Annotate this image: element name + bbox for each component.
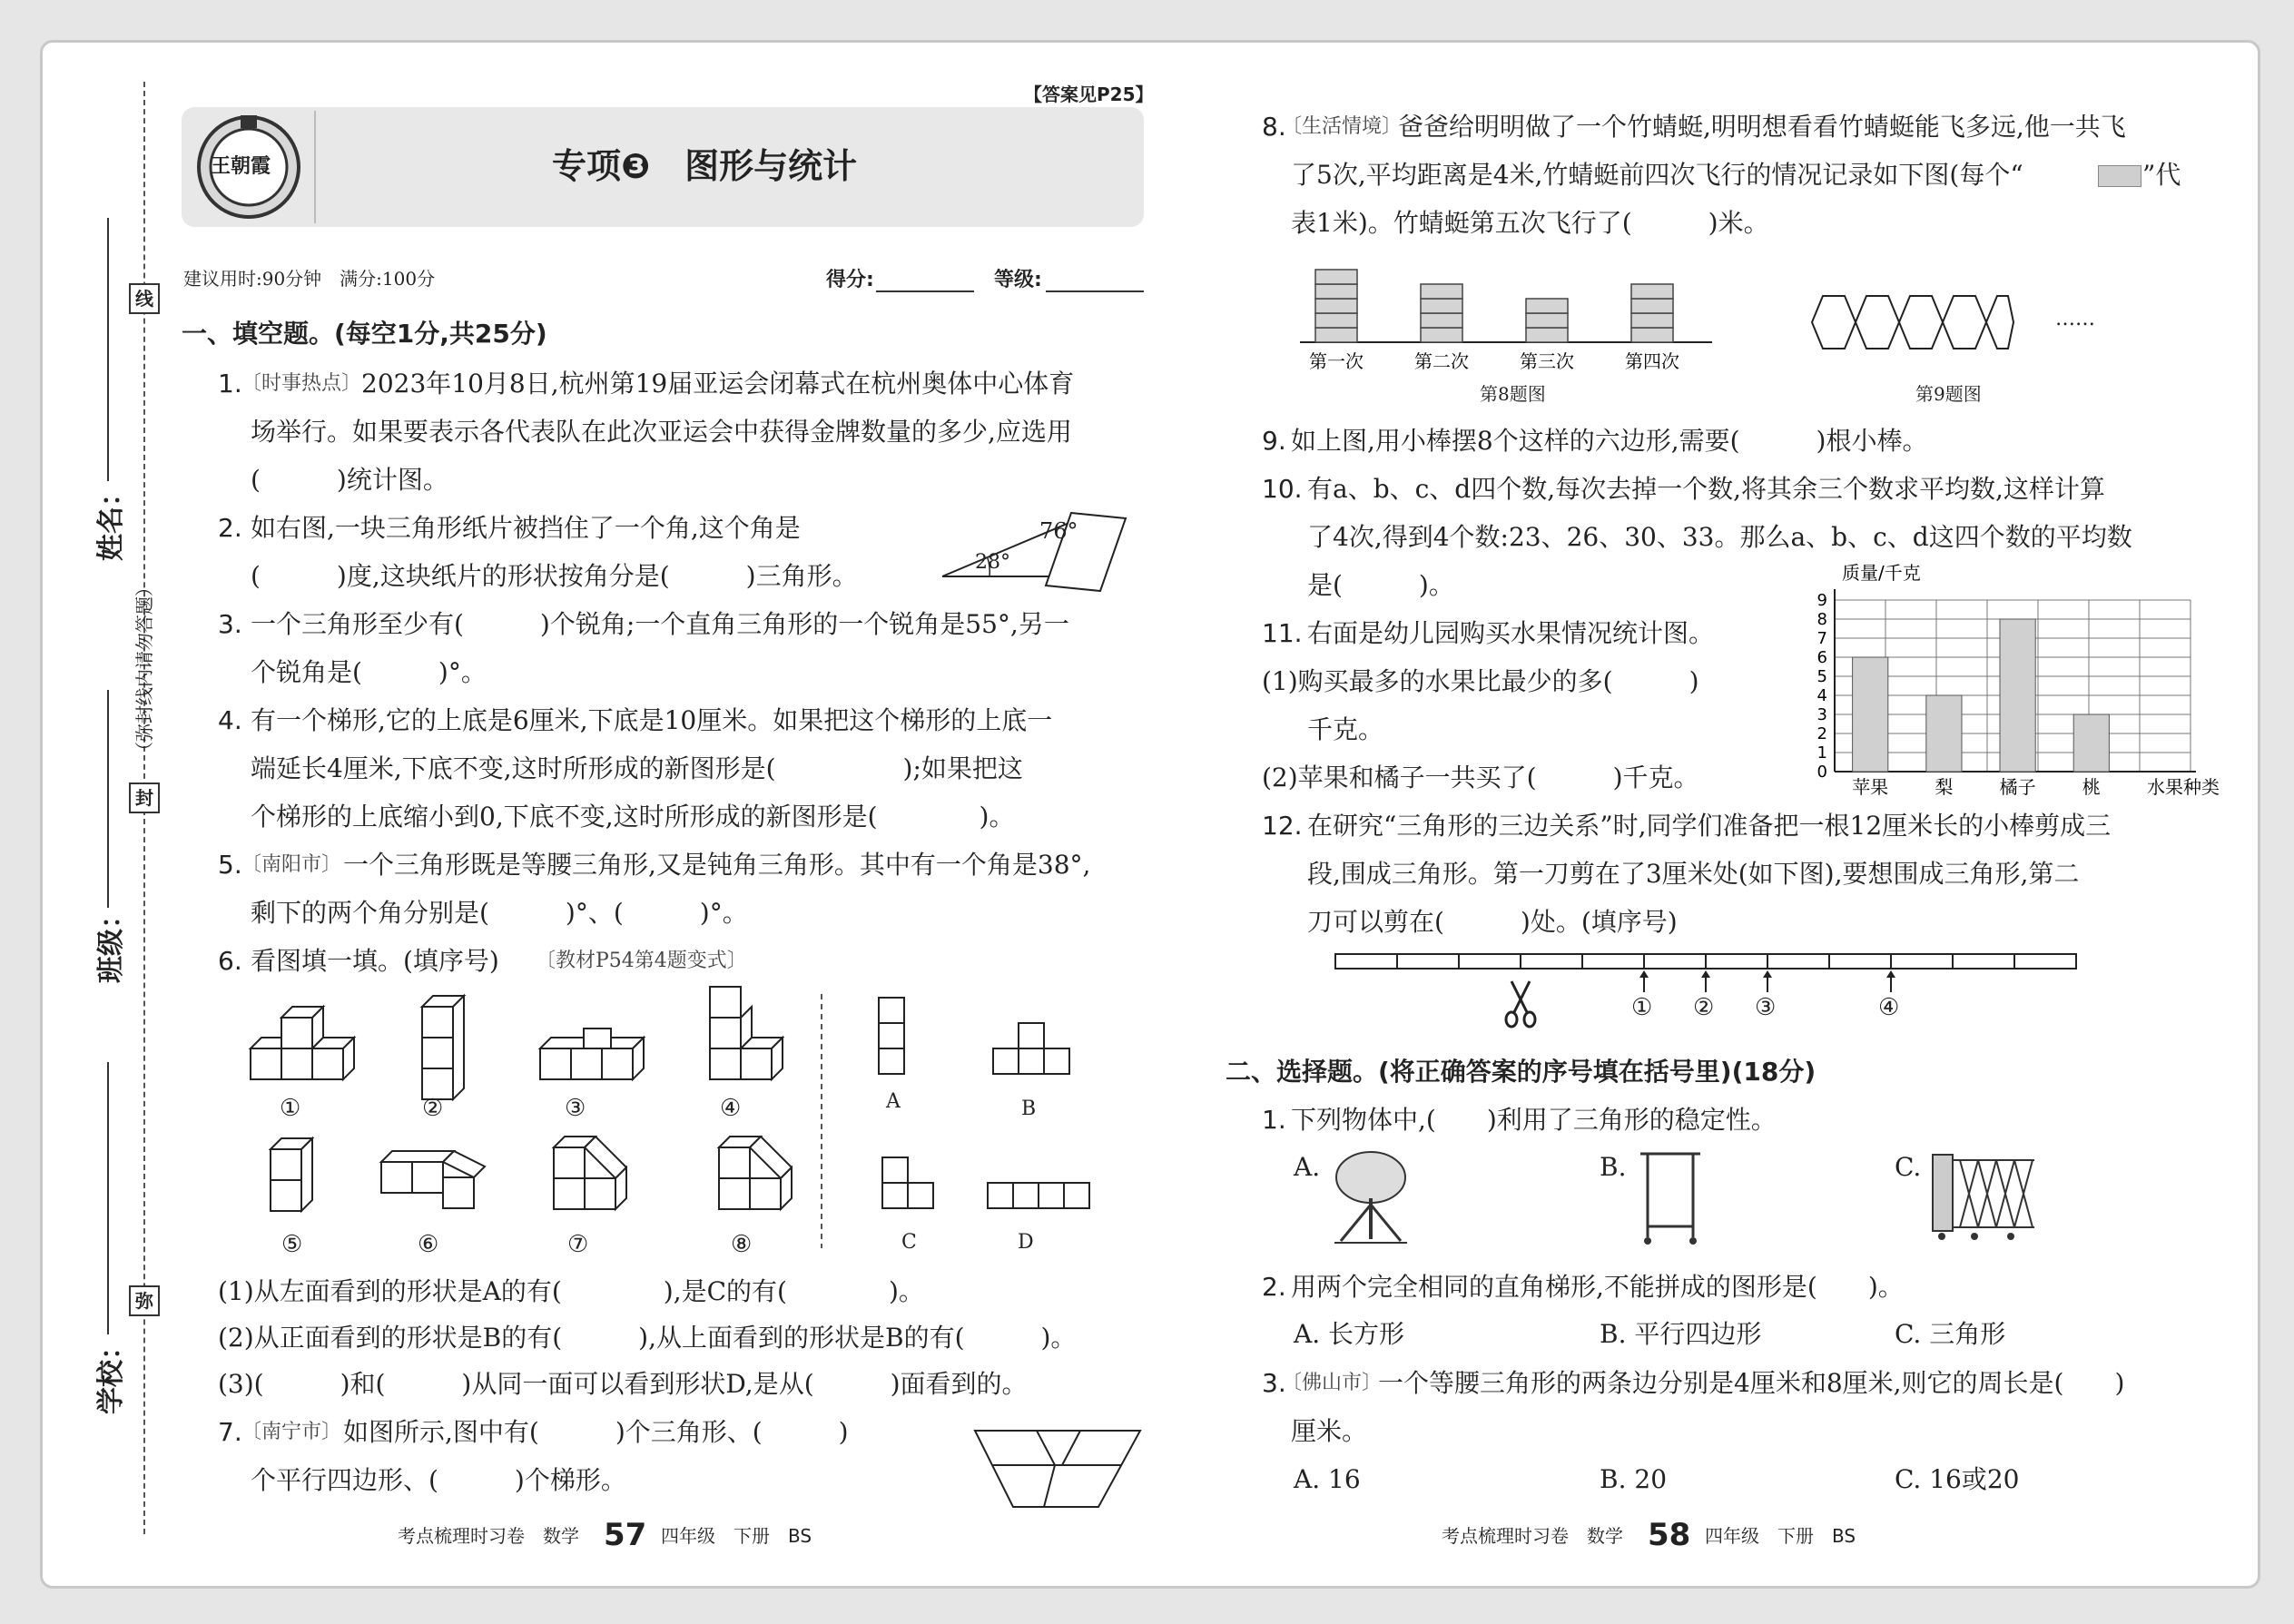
q6-label-4: ④ <box>720 1095 742 1122</box>
scissors-icon <box>1506 981 1535 1027</box>
q11-number: 11. <box>1262 618 1303 648</box>
q9-line1: 如上图,用小棒摆8个这样的六边形,需要( )根小棒。 <box>1291 426 1928 456</box>
q4-line3: 个梯形的上底缩小到0,下底不变,这时所形成的新图形是( )。 <box>251 802 1015 832</box>
q8-line1: 爸爸给明明做了一个竹蜻蜓,明明想看看竹蜻蜓能飞多远,他一共飞 <box>1398 112 2126 142</box>
binding-mark-seal: 封 <box>129 782 160 813</box>
fruit-chart-ytick: 9 <box>1816 591 1827 610</box>
footer-right-prefix: 考点梳理时习卷 数学 <box>1442 1525 1623 1547</box>
q6-label-2: ② <box>422 1095 444 1122</box>
fruit-chart-ytick: 2 <box>1816 724 1827 743</box>
fruit-chart-ytick: 0 <box>1816 763 1827 782</box>
q2-number: 2. <box>218 513 242 543</box>
c2-option-b: B. 平行四边形 <box>1600 1319 1762 1349</box>
q8-block <box>1631 328 1673 342</box>
fruit-chart-ytick: 1 <box>1816 743 1827 763</box>
q8-block <box>1526 328 1568 342</box>
tree-support-icon <box>1330 1148 1412 1248</box>
c3-tag: 〔佛山市〕 <box>1282 1372 1383 1394</box>
q6-number: 6. <box>218 946 242 976</box>
q6-sub3: (3)( )和( )从同一面可以看到形状D,是从( )面看到的。 <box>218 1369 1028 1399</box>
q8-block <box>1526 313 1568 328</box>
q12-number: 12. <box>1262 811 1303 841</box>
q5-number: 5. <box>218 850 242 880</box>
q10-line3: 是( )。 <box>1307 570 1454 600</box>
q6-label-1: ① <box>280 1095 301 1122</box>
q9-caption: 第9题图 <box>1915 383 1982 405</box>
q8-block <box>1421 313 1462 328</box>
q6-label-5: ⑤ <box>281 1231 303 1258</box>
q3-line1: 一个三角形至少有( )个锐角;一个直角三角形的一个锐角是55°,另一 <box>251 609 1069 639</box>
page-title: 专项❸ 图形与统计 <box>552 146 858 186</box>
q5-line1: 一个三角形既是等腰三角形,又是钝角三角形。其中有一个角是38°, <box>343 850 1091 880</box>
q6-label-7: ⑦ <box>567 1231 589 1258</box>
q1-number: 1. <box>218 369 242 399</box>
fruit-bar <box>1926 695 1962 772</box>
q8-block <box>1315 299 1357 313</box>
fruit-chart-ytick: 5 <box>1816 667 1827 686</box>
answer-ref: 【答案见P25】 <box>1024 84 1154 105</box>
q9-hexagon-figure <box>1807 290 2015 354</box>
q8-line3: 表1米)。竹蜻蜓第五次飞行了( )米。 <box>1291 208 1769 238</box>
c1-option-c: C. <box>1895 1152 1922 1182</box>
school-field[interactable] <box>107 1062 109 1334</box>
q8-bar-chart <box>1298 241 1716 377</box>
header-divider <box>314 111 316 223</box>
q8-block <box>1421 284 1462 299</box>
q3-line2: 个锐角是( )°。 <box>251 657 487 687</box>
q6-view-D: D <box>1018 1231 1034 1254</box>
name-label: 姓名： <box>95 479 127 561</box>
q1-line3: ( )统计图。 <box>251 465 448 495</box>
q10-number: 10. <box>1262 474 1303 504</box>
q8-tag: 〔生活情境〕 <box>1282 115 1403 138</box>
c1-option-b: B. <box>1600 1152 1627 1182</box>
q12-mark-3: ③ <box>1755 994 1777 1021</box>
fruit-chart-ytick: 4 <box>1816 686 1827 705</box>
fruit-chart-category: 苹果 <box>1852 776 1889 798</box>
q2-line2: ( )度,这块纸片的形状按角分是( )三角形。 <box>251 561 858 591</box>
fruit-bar <box>2073 714 2109 772</box>
q11-sub1a: (1)购买最多的水果比最少的多( ) <box>1262 666 1699 696</box>
fruit-chart-category: 橘子 <box>1999 776 2036 798</box>
c3-option-c: C. 16或20 <box>1895 1464 2020 1494</box>
q4-line1: 有一个梯形,它的上底是6厘米,下底是10厘米。如果把这个梯形的上底一 <box>251 705 1053 735</box>
q6-view-C: C <box>901 1231 917 1254</box>
q6-line1: 看图填一填。(填序号) <box>251 946 499 976</box>
q9-dots: …… <box>2055 308 2095 330</box>
q6-sub1: (1)从左面看到的形状是A的有( ),是C的有( )。 <box>218 1276 924 1306</box>
q4-line2: 端延长4厘米,下底不变,这时所形成的新图形是( );如果把这 <box>251 753 1023 783</box>
q3-number: 3. <box>218 609 242 639</box>
q12-line2: 段,围成三角形。第一刀剪在了3厘米处(如下图),要想围成三角形,第二 <box>1307 859 2080 889</box>
q8-block <box>1315 270 1357 284</box>
footer-left-suffix: 四年级 下册 BS <box>661 1525 812 1547</box>
school-label: 学校： <box>95 1333 127 1414</box>
c3-option-b: B. 20 <box>1600 1464 1668 1494</box>
c3-line1: 一个等腰三角形的两条边分别是4厘米和8厘米,则它的周长是( ) <box>1378 1368 2125 1398</box>
q8-bar-label: 第四次 <box>1625 350 1679 372</box>
folding-gate-icon <box>1929 1146 2038 1244</box>
c3-option-a: A. 16 <box>1294 1464 1361 1494</box>
section-2-title: 二、选择题。(将正确答案的序号填在括号里)(18分) <box>1226 1057 1816 1087</box>
grade-label: 等级: <box>994 269 1042 291</box>
q7-number: 7. <box>218 1417 242 1447</box>
q11-sub1b: 千克。 <box>1307 714 1384 744</box>
q1-tag: 〔时事热点〕 <box>241 372 362 395</box>
q2-triangle-figure <box>935 504 1135 595</box>
q1-line1: 2023年10月8日,杭州第19届亚运会闭幕式在杭州奥体中心体育 <box>361 369 1075 399</box>
q2-line1: 如右图,一块三角形纸片被挡住了一个角,这个角是 <box>251 513 801 543</box>
q8-block <box>1315 313 1357 328</box>
q5-tag: 〔南阳市〕 <box>241 853 342 876</box>
q11-line1: 右面是幼儿园购买水果情况统计图。 <box>1307 618 1715 648</box>
score-field[interactable] <box>876 290 974 292</box>
q5-line2: 剩下的两个角分别是( )°、( )°。 <box>251 898 748 928</box>
binding-mark-line: 线 <box>129 283 160 314</box>
q8-line2b: ”代 <box>2142 160 2181 190</box>
fruit-bar-chart <box>1802 561 2220 799</box>
footer-right-suffix: 四年级 下册 BS <box>1705 1525 1856 1547</box>
q8-bar-label: 第一次 <box>1309 350 1364 372</box>
time-info: 建议用时:90分钟 满分:100分 <box>183 268 436 290</box>
q8-block <box>1421 299 1462 313</box>
q8-unit-block <box>2098 165 2141 187</box>
q4-number: 4. <box>218 705 242 735</box>
q2-angle-76: 76° <box>1039 518 1078 544</box>
q6-label-8: ⑧ <box>731 1231 753 1258</box>
q6-view-B: B <box>1021 1097 1037 1120</box>
q12-mark-1: ① <box>1631 994 1653 1021</box>
q8-block <box>1315 284 1357 299</box>
q10-line1: 有a、b、c、d四个数,每次去掉一个数,将其余三个数求平均数,这样计算 <box>1307 474 2105 504</box>
q6-label-6: ⑥ <box>418 1231 439 1258</box>
fruit-bar <box>1853 657 1888 772</box>
c2-line1: 用两个完全相同的直角梯形,不能拼成的图形是( )。 <box>1291 1272 1904 1302</box>
footer-right-page: 58 <box>1648 1517 1691 1553</box>
q6-label-3: ③ <box>565 1095 586 1122</box>
logo-text: 王朝霞 <box>211 155 271 178</box>
class-label: 班级： <box>95 901 127 983</box>
fruit-chart-ytick: 8 <box>1816 610 1827 629</box>
q8-caption: 第8题图 <box>1480 383 1546 405</box>
binding-mark-seal2: 弥 <box>129 1285 160 1316</box>
q12-line3: 刀可以剪在( )处。(填序号) <box>1307 907 1678 937</box>
c1-line1: 下列物体中,( )利用了三角形的稳定性。 <box>1291 1105 1777 1135</box>
q2-angle-28: 28° <box>975 551 1010 574</box>
footer-left-prefix: 考点梳理时习卷 数学 <box>398 1525 579 1547</box>
c3-number: 3. <box>1262 1368 1286 1398</box>
notice-vertical: （弥封线内请勿答题） <box>133 578 155 760</box>
section-1-title: 一、填空题。(每空1分,共25分) <box>182 319 547 349</box>
fruit-chart-xlabel: 水果种类 <box>2147 776 2220 798</box>
q12-mark-4: ④ <box>1878 994 1900 1021</box>
q8-block <box>1631 313 1673 328</box>
fruit-bar <box>2000 619 2035 772</box>
q7-line2: 个平行四边形、( )个梯形。 <box>251 1465 626 1495</box>
q8-bar-label: 第二次 <box>1414 350 1469 372</box>
score-label: 得分: <box>826 269 874 291</box>
q7-tag: 〔南宁市〕 <box>241 1421 342 1443</box>
q8-line2a: 了5次,平均距离是4米,竹蜻蜓前四次飞行的情况记录如下图(每个“ <box>1291 160 2023 190</box>
q7-trapezoid-figure <box>971 1423 1144 1514</box>
fruit-chart-category: 梨 <box>1935 776 1954 798</box>
q8-block <box>1631 299 1673 313</box>
c1-option-a: A. <box>1294 1152 1321 1182</box>
c2-number: 2. <box>1262 1272 1286 1302</box>
q8-block <box>1315 328 1357 342</box>
q8-number: 8. <box>1262 112 1286 142</box>
c1-number: 1. <box>1262 1105 1286 1135</box>
q8-block <box>1631 284 1673 299</box>
q6-cube-figures <box>236 985 1126 1257</box>
footer-left-page: 57 <box>604 1517 647 1553</box>
name-field[interactable] <box>107 218 109 481</box>
q11-sub2: (2)苹果和橘子一共买了( )千克。 <box>1262 763 1699 792</box>
grade-field[interactable] <box>1046 290 1144 292</box>
q8-block <box>1421 328 1462 342</box>
q6-view-A: A <box>886 1090 901 1113</box>
fruit-chart-ytick: 3 <box>1816 705 1827 724</box>
q12-mark-2: ② <box>1693 994 1715 1021</box>
clothes-rack-icon <box>1639 1148 1702 1248</box>
q6-tag: 〔教材P54第4题变式〕 <box>536 950 747 972</box>
q9-number: 9. <box>1262 426 1286 456</box>
c2-option-c: C. 三角形 <box>1895 1319 2006 1349</box>
q8-bar-label: 第三次 <box>1520 350 1574 372</box>
fruit-chart-ytick: 6 <box>1816 648 1827 667</box>
c3-line2: 厘米。 <box>1291 1416 1368 1446</box>
fruit-chart-category: 桃 <box>2082 776 2101 798</box>
q6-sub2: (2)从正面看到的形状是B的有( ),从上面看到的形状是B的有( )。 <box>218 1323 1077 1353</box>
q8-block <box>1526 299 1568 313</box>
fruit-chart-ylabel: 质量/千克 <box>1842 562 1921 584</box>
q12-line1: 在研究“三角形的三边关系”时,同学们准备把一根12厘米长的小棒剪成三 <box>1307 811 2112 841</box>
q1-line2: 场举行。如果要表示各代表队在此次亚运会中获得金牌数量的多少,应选用 <box>251 417 1072 447</box>
q10-line2: 了4次,得到4个数:23、26、30、33。那么a、b、c、d这四个数的平均数 <box>1307 522 2132 552</box>
class-field[interactable] <box>107 690 109 908</box>
c2-option-a: A. 长方形 <box>1294 1319 1405 1349</box>
fruit-chart-ytick: 7 <box>1816 629 1827 648</box>
q7-line1: 如图所示,图中有( )个三角形、( ) <box>343 1417 849 1447</box>
